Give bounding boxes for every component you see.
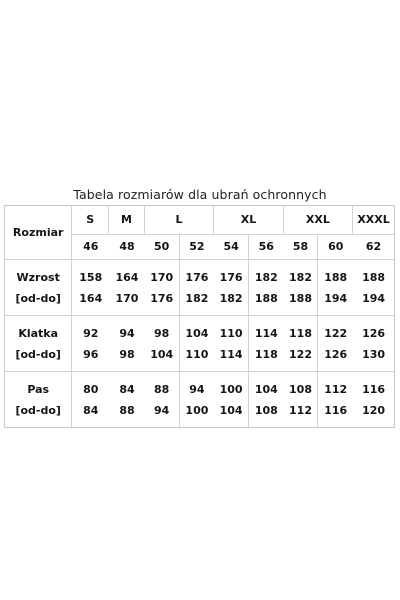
value-cell: 176 182 xyxy=(180,260,215,316)
size-name-s: S xyxy=(72,206,109,235)
value-cell: 188 194 xyxy=(353,260,394,316)
row-label-line: Pas xyxy=(27,382,50,396)
size-number: 54 xyxy=(214,235,249,260)
size-name-m: M xyxy=(109,206,145,235)
row-label-line: [od-do] xyxy=(15,347,61,361)
size-name-l: L xyxy=(145,206,214,235)
size-number: 62 xyxy=(353,235,394,260)
size-number: 50 xyxy=(145,235,180,260)
row-label-pas xyxy=(5,372,72,427)
value-cell: 158 164 xyxy=(72,260,109,316)
value-cell: 94 100 xyxy=(185,382,209,417)
value-cell: 126 130 xyxy=(353,316,394,372)
value-cell: 182 188 xyxy=(284,260,319,316)
size-number: 52 xyxy=(180,235,215,260)
size-number: 58 xyxy=(284,235,319,260)
value-cell: 92 96 xyxy=(72,316,109,372)
value-cell: 80 84 xyxy=(83,382,99,417)
size-letter-row xyxy=(5,206,394,235)
value-cell: 84 88 xyxy=(119,382,135,417)
value-cell: 88 94 xyxy=(145,372,180,427)
value-cell: 104 108 xyxy=(254,382,278,417)
size-chart-table xyxy=(4,205,395,428)
value-cell: 188 194 xyxy=(318,260,353,316)
value-cell: 110 114 xyxy=(214,316,249,372)
row-label-line: [od-do] xyxy=(15,291,61,305)
header-label-rozmiar: Rozmiar xyxy=(5,206,72,260)
value-cell: 108 112 xyxy=(284,372,319,427)
size-name-xxl: XXL xyxy=(284,206,353,235)
value-cell: 104 110 xyxy=(180,316,215,372)
size-number: 48 xyxy=(109,235,145,260)
row-label-line: [od-do] xyxy=(15,403,61,417)
size-number: 56 xyxy=(249,235,284,260)
value-cell: 164 170 xyxy=(109,260,145,316)
size-name-xxxl: XXXL xyxy=(353,206,394,235)
row-label-wzrost xyxy=(5,260,72,316)
row-label-klatka xyxy=(5,316,72,372)
size-number: 46 xyxy=(72,235,109,260)
value-cell: 116 120 xyxy=(362,382,386,417)
value-cell: 170 176 xyxy=(145,260,180,316)
value-cell: 114 118 xyxy=(249,316,284,372)
value-cell: 94 98 xyxy=(109,316,145,372)
value-cell: 98 104 xyxy=(145,316,180,372)
row-label-line: Wzrost xyxy=(16,270,60,284)
table-row-klatka xyxy=(5,316,394,372)
row-label-line: Klatka xyxy=(18,326,59,340)
value-cell: 182 188 xyxy=(249,260,284,316)
size-name-xl: XL xyxy=(214,206,283,235)
value-cell: 122 126 xyxy=(318,316,353,372)
value-cell: 118 122 xyxy=(284,316,319,372)
table-title: Tabela rozmiarów dla ubrań ochronnych xyxy=(73,187,327,202)
value-cell: 176 182 xyxy=(214,260,249,316)
size-number: 60 xyxy=(318,235,353,260)
table-row-pas xyxy=(5,372,394,427)
value-cell: 112 116 xyxy=(324,382,348,417)
value-cell: 100 104 xyxy=(214,372,249,427)
table-row-wzrost xyxy=(5,260,394,316)
